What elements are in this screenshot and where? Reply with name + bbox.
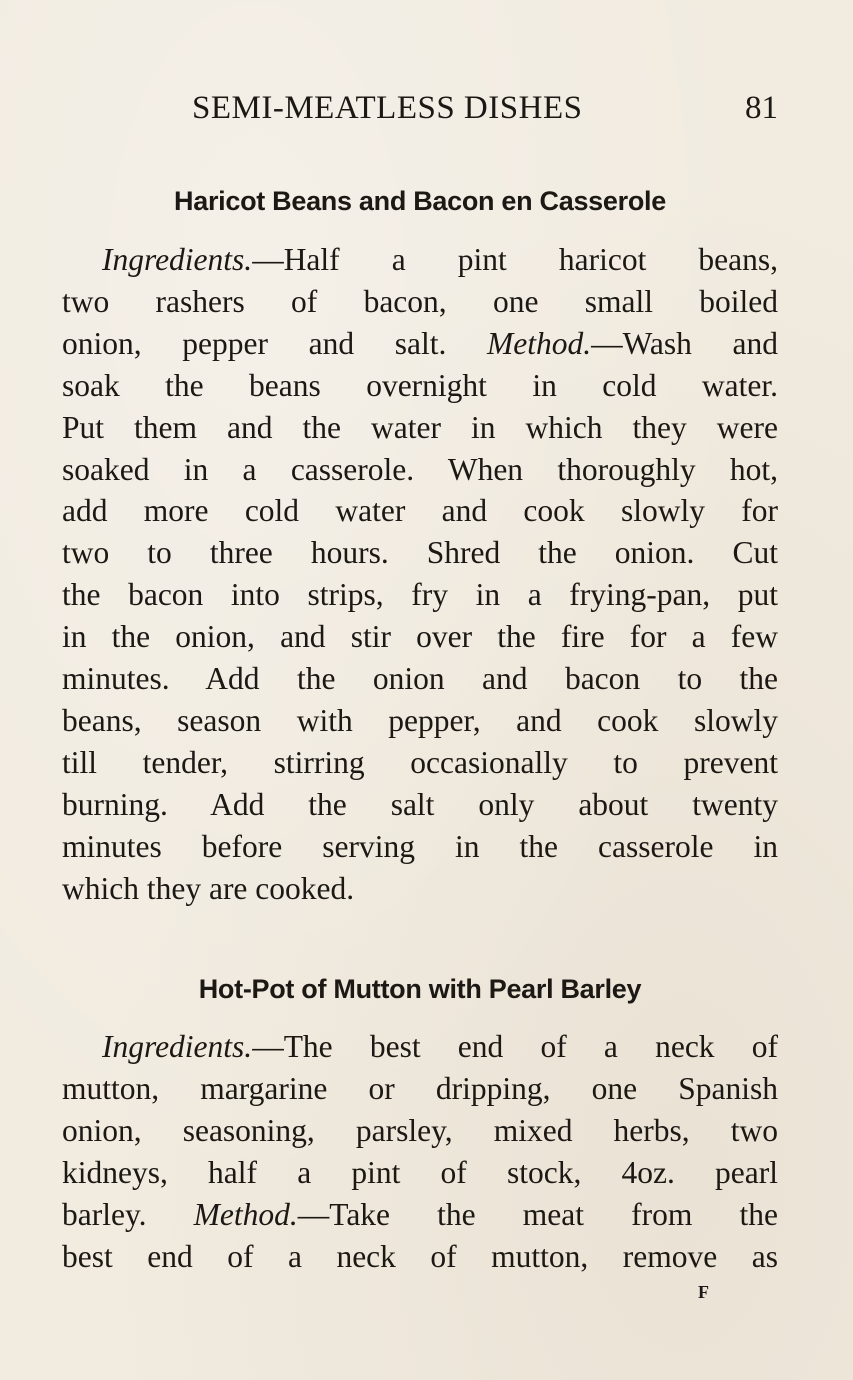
recipe-line: Ingredients.—Half a pint haricot beans, [102,242,778,277]
recipe-line: two to three hours. Shred the onion. Cut [62,535,778,571]
recipe-line: onion, pepper and salt. Method.—Wash and [62,325,778,361]
running-head-title: SEMI-MEATLESS DISHES [192,90,583,126]
recipe-line: burning. Add the salt only about twenty [62,786,778,822]
recipe-line: which they are cooked. [62,870,355,906]
recipe-line: soak the beans overnight in cold water. [62,367,778,403]
recipe-line: soaked in a casserole. When thoroughly hot, [62,451,778,487]
recipe-line: add more cold water and cook slowly for [62,493,778,529]
running-head [62,90,778,130]
recipe-line: beans, season with pepper, and cook slowly [62,702,778,738]
recipe-line: Put them and the water in which they were [62,409,778,445]
recipe-line: two rashers of bacon, one small boiled [62,283,778,319]
recipe-line: onion, seasoning, parsley, mixed herbs, two [62,1112,778,1148]
signature-mark: F [698,1282,709,1302]
recipe-line: kidneys, half a pint of stock, 4oz. pearl [62,1154,778,1190]
page-number: 81 [745,90,778,126]
recipe-line: minutes before serving in the casserole in [62,828,778,864]
recipe-body [62,239,778,910]
recipe-line: the bacon into strips, fry in a frying-pan, put [62,577,778,613]
recipe-line: minutes. Add the onion and bacon to the [62,661,778,697]
recipe-line: best end of a neck of mutton, remove as [62,1238,778,1274]
recipe-title: Haricot Beans and Bacon en Casserole [174,186,666,216]
recipe-body [62,1026,778,1277]
recipe-line: barley. Method.—Take the meat from the [62,1196,778,1232]
recipe-line: in the onion, and stir over the fire for a few [62,619,778,655]
recipe-line: Ingredients.—The best end of a neck of [102,1029,778,1064]
recipe-line: till tender, stirring occasionally to prevent [62,744,778,780]
recipe-title: Hot-Pot of Mutton with Pearl Barley [198,974,642,1004]
recipe-line: mutton, margarine or dripping, one Spanish [62,1070,778,1106]
